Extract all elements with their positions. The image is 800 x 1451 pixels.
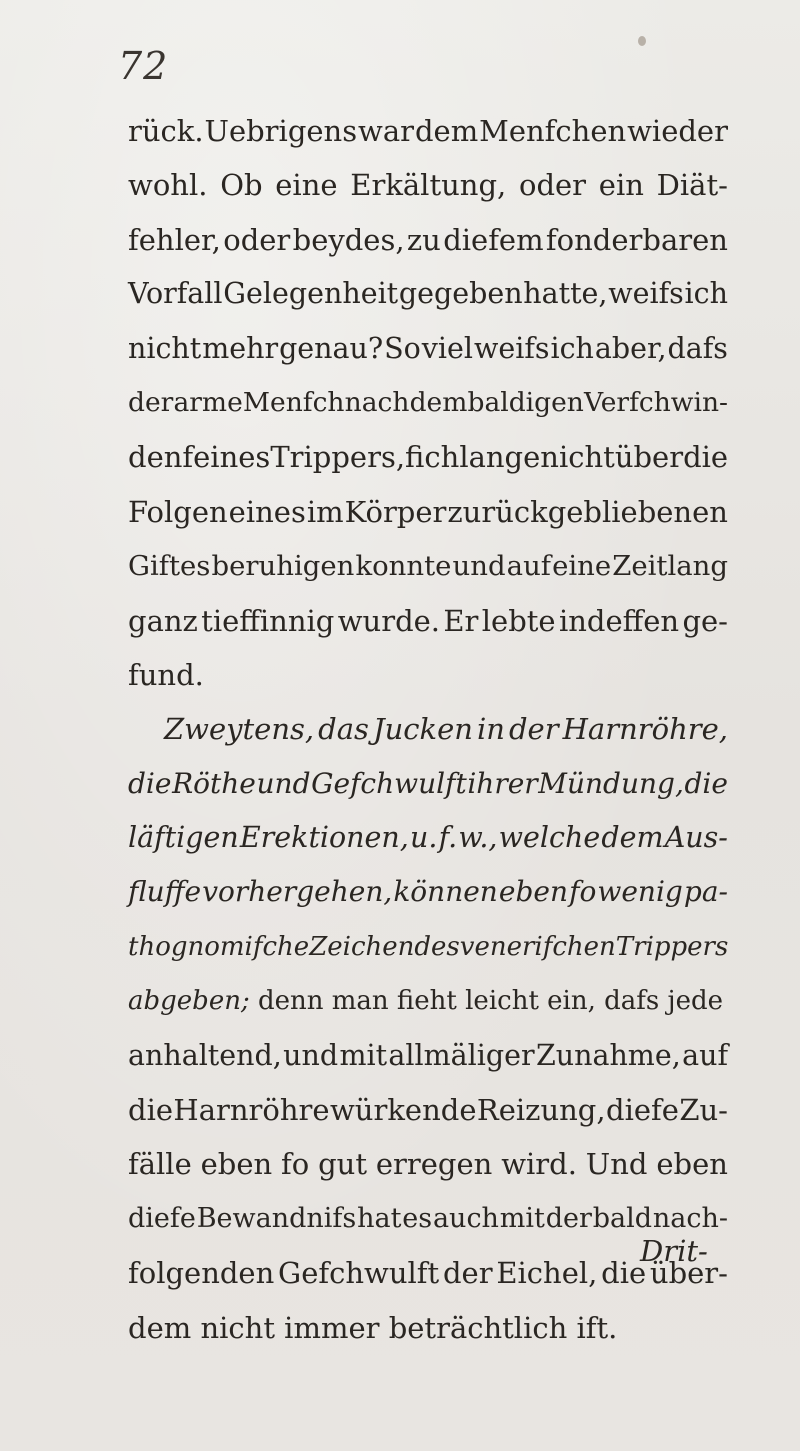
word: lange — [459, 440, 541, 475]
text-line — [128, 1137, 728, 1191]
text-line — [128, 376, 728, 430]
word: wurde. — [337, 603, 441, 638]
text-line — [128, 430, 728, 484]
word: wird. — [501, 1147, 577, 1182]
word: nicht — [128, 331, 202, 365]
word: nicht — [540, 440, 615, 475]
word: Folgen — [128, 494, 228, 529]
word: aber, — [594, 331, 667, 365]
word: der — [128, 386, 174, 418]
word: die — [128, 766, 172, 800]
text-line — [128, 322, 728, 376]
word: Erektionen, — [239, 821, 409, 855]
word: Verfchwin- — [584, 386, 728, 418]
word: Menfch — [242, 386, 345, 418]
word: eine — [552, 550, 612, 583]
word: Bewandnifs — [196, 1202, 357, 1234]
word: Reizung, — [476, 1093, 606, 1128]
word: würkende — [329, 1093, 477, 1128]
word: den — [128, 440, 183, 475]
word: läftigen — [128, 821, 239, 855]
word: wohl. — [128, 168, 208, 203]
word: wieder — [627, 114, 728, 148]
word: diefem — [443, 222, 544, 257]
word: fo — [281, 1147, 310, 1182]
word: gegeben — [398, 277, 523, 311]
word: Gefchwulft — [278, 1256, 440, 1291]
word: ein — [598, 168, 644, 203]
word: Jucken — [372, 712, 473, 747]
text-line — [128, 1029, 728, 1083]
text-line — [128, 811, 728, 865]
word: Menfchen — [479, 114, 627, 148]
word: ganz — [128, 603, 198, 638]
text-line — [128, 1083, 728, 1137]
word: Aus- — [664, 821, 728, 855]
word: arme — [173, 386, 243, 418]
word: diefe — [128, 1202, 196, 1234]
body-text — [128, 104, 728, 1355]
word: Röthe — [172, 766, 256, 800]
word: So — [384, 331, 421, 365]
word: der — [508, 712, 559, 747]
word: fo — [569, 875, 597, 909]
word: mit — [499, 1202, 545, 1234]
word: nach- — [652, 1202, 728, 1234]
word: auf — [506, 550, 551, 583]
word: eben — [200, 1147, 273, 1182]
word: Und — [585, 1147, 648, 1182]
word: auf — [682, 1038, 728, 1072]
word: vorhergehen, — [202, 875, 393, 909]
text-line — [128, 267, 728, 321]
word: und — [256, 766, 311, 800]
word: erregen — [375, 1147, 493, 1182]
word: mehr — [202, 331, 279, 365]
word: diefe — [606, 1093, 679, 1128]
word: oder — [223, 222, 291, 257]
word: können — [393, 875, 498, 909]
text-line — [128, 865, 728, 919]
word: u. — [409, 821, 438, 855]
word: anhaltend, — [128, 1038, 282, 1072]
word: Vorfall — [128, 277, 223, 311]
word: Uebrigens — [204, 114, 358, 148]
word: die — [683, 440, 729, 475]
word: viel — [421, 331, 473, 365]
word: Erkältung, — [350, 168, 507, 203]
ink-blot — [638, 36, 646, 46]
word: eine — [275, 168, 338, 203]
word: genau? — [279, 331, 384, 365]
word: im — [306, 494, 344, 529]
word: wenig — [597, 875, 683, 909]
word: Gelegenheit — [223, 277, 399, 311]
word: oder — [518, 168, 587, 203]
catchword: Drit- — [640, 1234, 708, 1268]
word: Harnröhre, — [562, 712, 728, 747]
text-line: fund. — [128, 657, 204, 692]
word: Ob — [220, 168, 263, 203]
word: feines — [182, 440, 271, 475]
word: Zeitlang — [612, 550, 728, 583]
text-line — [128, 213, 728, 267]
text-line — [128, 920, 728, 974]
text-line — [128, 158, 728, 212]
word: dem — [601, 821, 664, 855]
word: dem — [414, 114, 479, 148]
word: fehler, — [128, 222, 221, 257]
word: zu — [406, 222, 441, 257]
word: thognomifche — [128, 931, 310, 962]
page-number: 72 — [118, 44, 169, 88]
text-line — [128, 974, 728, 1028]
word: eben — [656, 1147, 728, 1182]
italic-phrase: abgeben; — [128, 986, 250, 1017]
word: indeffen — [558, 603, 680, 638]
text-line — [128, 594, 728, 648]
word: weifs — [608, 277, 684, 311]
word: lebte — [481, 603, 556, 638]
word: rück. — [128, 114, 204, 148]
word: die — [684, 766, 728, 800]
word: ich — [684, 277, 728, 311]
text-line — [128, 702, 728, 756]
word: beruhigen — [211, 550, 355, 583]
word: ge- — [682, 603, 728, 638]
word: w., — [458, 821, 498, 855]
word: auch — [432, 1202, 499, 1234]
word: über — [614, 440, 684, 475]
roman-phrase: denn man fieht leicht ein, dafs jede — [249, 986, 723, 1017]
word: f. — [438, 821, 458, 855]
word: das — [318, 712, 369, 747]
word: über- — [649, 1256, 728, 1291]
word: Er — [443, 603, 479, 638]
word: Harnröhre — [173, 1093, 330, 1128]
word: nach — [344, 386, 410, 418]
word: zurückgebliebenen — [447, 494, 728, 529]
word: hatte, — [523, 277, 608, 311]
word: des — [414, 931, 460, 962]
text-line — [128, 757, 728, 811]
word: in — [476, 712, 505, 747]
word: pa- — [683, 875, 728, 909]
text-line: dem nicht immer beträchtlich ift. — [128, 1310, 618, 1345]
word: Diät- — [656, 168, 728, 203]
word: es — [402, 1202, 433, 1234]
word: Zweytens, — [164, 712, 315, 747]
word: Zeichen — [309, 931, 415, 962]
word: baldigen — [467, 386, 584, 418]
word: Gefchwulft — [311, 766, 467, 800]
word: eines — [228, 494, 306, 529]
word: fonderbaren — [545, 222, 728, 257]
word: der — [442, 1256, 493, 1291]
word: fälle — [128, 1147, 192, 1182]
word: Mündung, — [538, 766, 684, 800]
word: gut — [318, 1147, 368, 1182]
word: dem — [409, 386, 468, 418]
text-line — [128, 1192, 728, 1246]
word: Zu- — [679, 1093, 728, 1128]
word: hat — [357, 1202, 402, 1234]
word: beydes, — [292, 222, 405, 257]
word: Körper — [344, 494, 447, 529]
word: allmäliger — [388, 1038, 535, 1072]
word: fich — [405, 440, 460, 475]
word: war — [358, 114, 415, 148]
word: fluffe — [128, 875, 202, 909]
word: die — [128, 1093, 174, 1128]
word: Zunahme, — [535, 1038, 681, 1072]
text-line — [128, 539, 728, 593]
word: weifs — [473, 331, 550, 365]
word: und — [283, 1038, 339, 1072]
word: Eichel, — [496, 1256, 598, 1291]
text-line — [128, 1246, 728, 1300]
word: venerifchen — [459, 931, 616, 962]
word: die — [601, 1256, 647, 1291]
word: tieffinnig — [201, 603, 335, 638]
word: Trippers, — [270, 440, 406, 475]
word: konnte — [355, 550, 452, 583]
word: ihrer — [467, 766, 538, 800]
word: ich — [550, 331, 594, 365]
word: Giftes — [128, 550, 211, 583]
text-line — [128, 485, 728, 539]
word: Trippers — [615, 931, 729, 962]
text-line — [128, 104, 728, 158]
word: welche — [498, 821, 601, 855]
word: dafs — [667, 331, 728, 365]
word: eben — [498, 875, 569, 909]
word: der — [545, 1202, 592, 1234]
word: und — [452, 550, 506, 583]
word: folgenden — [128, 1256, 275, 1291]
word: bald — [592, 1202, 653, 1234]
word: mit — [339, 1038, 388, 1072]
